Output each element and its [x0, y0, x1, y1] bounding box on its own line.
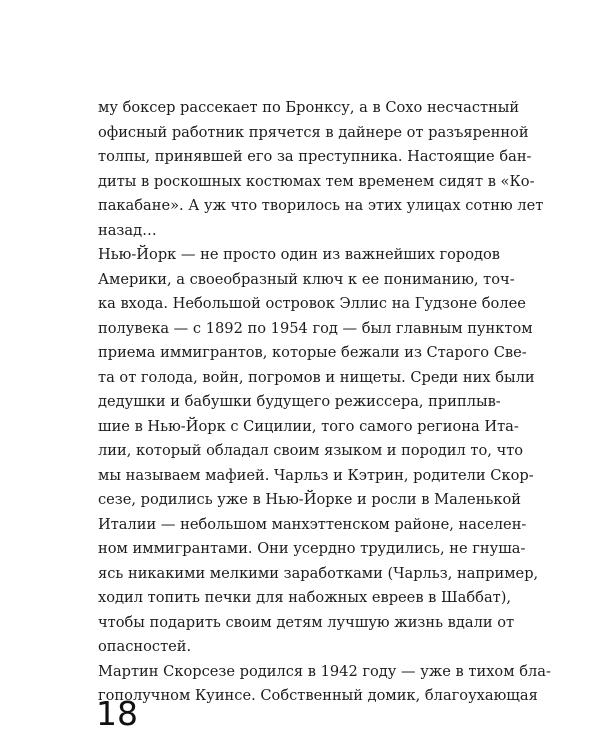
- page-number: 18: [96, 694, 138, 733]
- text-line: му боксер рассекает по Бронксу, а в Сохо несчастный: [98, 99, 520, 116]
- text-line: назад…: [98, 221, 157, 239]
- text-line: приема иммигрантов, которые бежали из Старого Све-: [98, 344, 527, 361]
- text-line: Италии — небольшом манхэттенском районе, населен-: [98, 515, 527, 533]
- text-line: гополучном Куинсе. Собственный домик, благоухающая: [98, 687, 538, 704]
- text-line: сезе, родились уже в Нью-Йорке и росли в Маленькой: [98, 491, 521, 508]
- text-line: чтобы подарить своим детям лучшую жизнь вдали от: [98, 613, 515, 631]
- text-line: лии, который обладал своим языком и породил то, что: [98, 442, 524, 459]
- body-text: [98, 96, 551, 709]
- text-line: Америки, а своеобразный ключ к ее пониманию, точ-: [98, 270, 515, 288]
- text-line: толпы, принявшей его за преступника. Настоящие бан-: [98, 148, 532, 165]
- text-line: Нью-Йорк — не просто один из важнейших городов: [98, 246, 501, 263]
- text-line: дедушки и бабушки будущего режиссера, приплыв-: [98, 393, 501, 410]
- text-line: ка входа. Небольшой островок Эллис на Гудзоне более: [98, 295, 526, 312]
- text-line: диты в роскошных костюмах тем временем сидят в «Ко-: [98, 172, 535, 190]
- text-line: шие в Нью-Йорк с Сицилии, того самого региона Ита-: [98, 417, 519, 435]
- text-line: офисный работник прячется в дайнере от разъяренной: [98, 123, 529, 141]
- text-line: полувека — с 1892 по 1954 год — был главным пунктом: [98, 319, 533, 337]
- text-line: Мартин Скорсезе родился в 1942 году — уже в тихом бла-: [98, 662, 551, 680]
- text-line: пакабане». А уж что творилось на этих улицах сотню лет: [98, 197, 544, 214]
- text-line: мы называем мафией. Чарльз и Кэтрин, родители Скор-: [98, 466, 534, 484]
- text-line: ном иммигрантами. Они усердно трудились, не гнуша-: [98, 540, 526, 557]
- text-line: ходил топить печки для набожных евреев в Шаббат),: [98, 589, 512, 606]
- text-line: опасностей.: [98, 638, 192, 655]
- text-line: та от голода, войн, погромов и нищеты. Среди них были: [98, 368, 535, 386]
- text-line: ясь никакими мелкими заработками (Чарльз, например,: [98, 564, 539, 582]
